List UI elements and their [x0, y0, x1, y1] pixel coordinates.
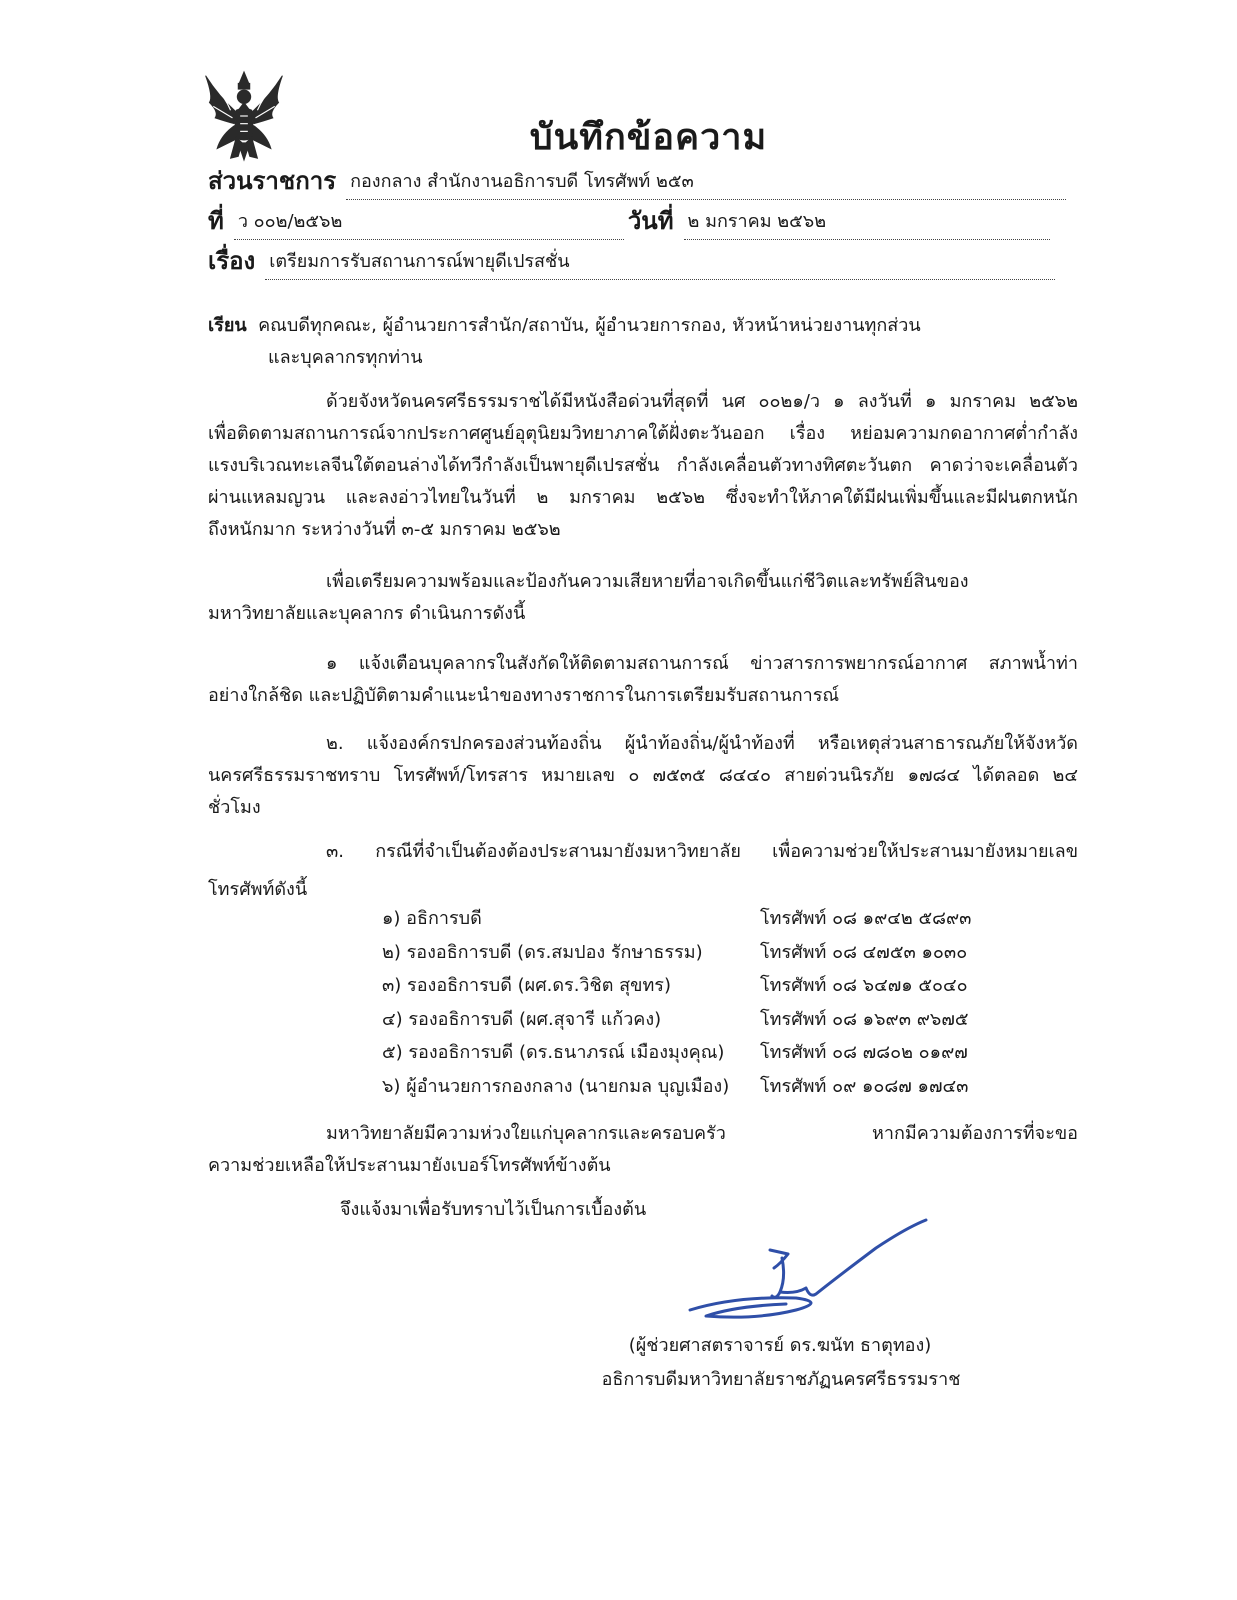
- paragraph-6: [208, 1118, 1078, 1182]
- paragraph-line: นครศรีธรรมราชทราบ โทรศัพท์/โทรสาร หมายเลข ๐ ๗๕๓๕ ๘๔๔๐ สายด่วนนิรภัย ๑๗๘๔ ได้ตลอด ๒๔: [208, 765, 1078, 786]
- contact-item: [382, 902, 972, 936]
- closing-line: จึงแจ้งมาเพื่อรับทราบไว้เป็นการเบื้องต้น: [340, 1199, 647, 1220]
- contact-item: [382, 1003, 972, 1037]
- contact-phone: โทรศัพท์ ๐๙ ๑๐๘๗ ๑๗๔๓: [760, 1075, 969, 1097]
- contact-item: [382, 1070, 972, 1104]
- paragraph-line: ๒. แจ้งองค์กรปกครองส่วนท้องถิ่น ผู้นำท้องถิ่น/ผู้นำท้องที่ หรือเหตุส่วนสาธารณภัยให้จังหวัด: [326, 733, 1078, 754]
- department-label: ส่วนราชการ: [208, 167, 337, 195]
- paragraph-line: ผ่านแหลมญวน และลงอ่าวไทยในวันที่ ๒ มกราคม ๒๕๖๒ ซึ่งจะทำให้ภาคใต้มีฝนเพิ่มขึ้นและมีฝนตกหนัก: [208, 487, 1078, 508]
- contact-name: ๖) ผู้อำนวยการกองกลาง (นายกมล บุญเมือง): [382, 1075, 730, 1097]
- recipient-text: คณบดีทุกคณะ, ผู้อำนวยการสำนัก/สถาบัน, ผู้อำนวยการกอง, หัวหน้าหน่วยงานทุกส่วน: [258, 315, 921, 336]
- contact-item: [382, 969, 972, 1003]
- paragraph-line: เพื่อติดตามสถานการณ์จากประกาศศูนย์อุตุนิยมวิทยาภาคใต้ฝั่งตะวันออก เรื่อง หย่อมความกดอากาศต่ำกำลัง: [208, 423, 1078, 444]
- signer-name: (ผู้ช่วยศาสตราจารย์ ดร.ฆนัท ธาตุทอง): [628, 1335, 932, 1356]
- contact-phone: โทรศัพท์ ๐๘ ๔๗๕๓ ๑๐๓๐: [760, 941, 968, 963]
- contact-name: ๕) รองอธิการบดี (ดร.ธนาภรณ์ เมืองมุงคุณ): [382, 1042, 725, 1064]
- paragraph-line: มหาวิทยาลัยและบุคลากร ดำเนินการดังนี้: [208, 603, 526, 624]
- handwritten-signature: [676, 1218, 946, 1328]
- paragraph-line: แรงบริเวณทะเลจีนใต้ตอนล่างได้ทวีกำลังเป็นพายุดีเปรสชั่น กำลังเคลื่อนตัวทางทิศตะวันตก คาดว่าจะเคลื่อนตัว: [208, 455, 1078, 476]
- contact-phone: โทรศัพท์ ๐๘ ๗๘๐๒ ๐๑๙๗: [760, 1042, 968, 1064]
- contact-phone: โทรศัพท์ ๐๘ ๖๔๗๑ ๕๐๔๐: [760, 975, 968, 997]
- paragraph-line: ๑ แจ้งเตือนบุคลากรในสังกัดให้ติดตามสถานการณ์ ข่าวสารการพยากรณ์อากาศ สภาพน้ำท่า: [326, 653, 1078, 674]
- contact-name: ๓) รองอธิการบดี (ผศ.ดร.วิชิต สุขทร): [382, 975, 672, 997]
- paragraph-line: ชั่วโมง: [208, 797, 261, 818]
- date-value: ๒ มกราคม ๒๕๖๒: [684, 206, 1050, 240]
- recipient-label: เรียน: [208, 315, 247, 336]
- number-date-row: [208, 204, 1050, 240]
- paragraph-4: [208, 728, 1078, 824]
- paragraph-line: ถึงหนักมาก ระหว่างวันที่ ๓-๕ มกราคม ๒๕๖๒: [208, 519, 561, 540]
- contact-phone: โทรศัพท์ ๐๘ ๑๙๔๒ ๕๘๙๓: [760, 908, 972, 929]
- recipient-line-2: และบุคลากรทุกท่าน: [268, 347, 423, 368]
- date-label: วันที่: [627, 207, 674, 235]
- paragraph-line: ความช่วยเหลือให้ประสานมายังเบอร์โทรศัพท์ข้างต้น: [208, 1155, 611, 1176]
- subject-row: [208, 244, 1055, 280]
- paragraph-line: ๓. กรณีที่จำเป็นต้องต้องประสานมายังมหาวิทยาลัย เพื่อความช่วยให้ประสานมายังหมายเลข: [326, 841, 1078, 862]
- paragraph-line: อย่างใกล้ชิด และปฏิบัติตามคำแนะนำของทางราชการในการเตรียมรับสถานการณ์: [208, 685, 840, 706]
- paragraph-5: [208, 836, 1078, 906]
- paragraph-3: [208, 648, 1078, 712]
- contact-name: ๒) รองอธิการบดี (ดร.สมปอง รักษาธรรม): [382, 941, 703, 963]
- contact-item: [382, 1036, 972, 1070]
- contact-item: [382, 936, 972, 970]
- number-value: ว ๐๐๒/๒๕๖๒: [234, 206, 624, 240]
- number-label: ที่: [208, 207, 224, 235]
- contact-phone: โทรศัพท์ ๐๘ ๑๖๙๓ ๙๖๗๕: [760, 1008, 969, 1030]
- document-title: บันทึกข้อความ: [529, 117, 768, 158]
- department-row: [208, 164, 1066, 200]
- paragraph-line: โทรศัพท์ดังนี้: [208, 879, 308, 900]
- subject-value: เตรียมการรับสถานการณ์พายุดีเปรสชั่น: [265, 246, 1055, 280]
- paragraph-line: ด้วยจังหวัดนครศรีธรรมราชได้มีหนังสือด่วนที่สุดที่ นศ ๐๐๒๑/ว ๑ ลงวันที่ ๑ มกราคม ๒๕๖๒: [326, 391, 1079, 412]
- paragraph-2: [208, 566, 1078, 630]
- contact-list: [382, 902, 972, 1104]
- contact-name: ๔) รองอธิการบดี (ผศ.สุจารี แก้วคง): [382, 1008, 662, 1030]
- paragraph-1: [208, 386, 1078, 546]
- signer-position: อธิการบดีมหาวิทยาลัยราชภัฏนครศรีธรรมราช: [601, 1369, 961, 1390]
- paragraph-line: เพื่อเตรียมความพร้อมและป้องกันความเสียหายที่อาจเกิดขึ้นแก่ชีวิตและทรัพย์สินของ: [326, 571, 969, 592]
- department-value: กองกลาง สำนักงานอธิการบดี โทรศัพท์ ๒๕๓: [346, 166, 1066, 200]
- subject-label: เรื่อง: [208, 247, 256, 275]
- contact-name: ๑) อธิการบดี: [382, 908, 482, 929]
- recipient-line-1: [208, 310, 921, 342]
- paragraph-line: มหาวิทยาลัยมีความห่วงใยแก่บุคลากรและครอบครัว หากมีความต้องการที่จะขอ: [326, 1123, 1078, 1144]
